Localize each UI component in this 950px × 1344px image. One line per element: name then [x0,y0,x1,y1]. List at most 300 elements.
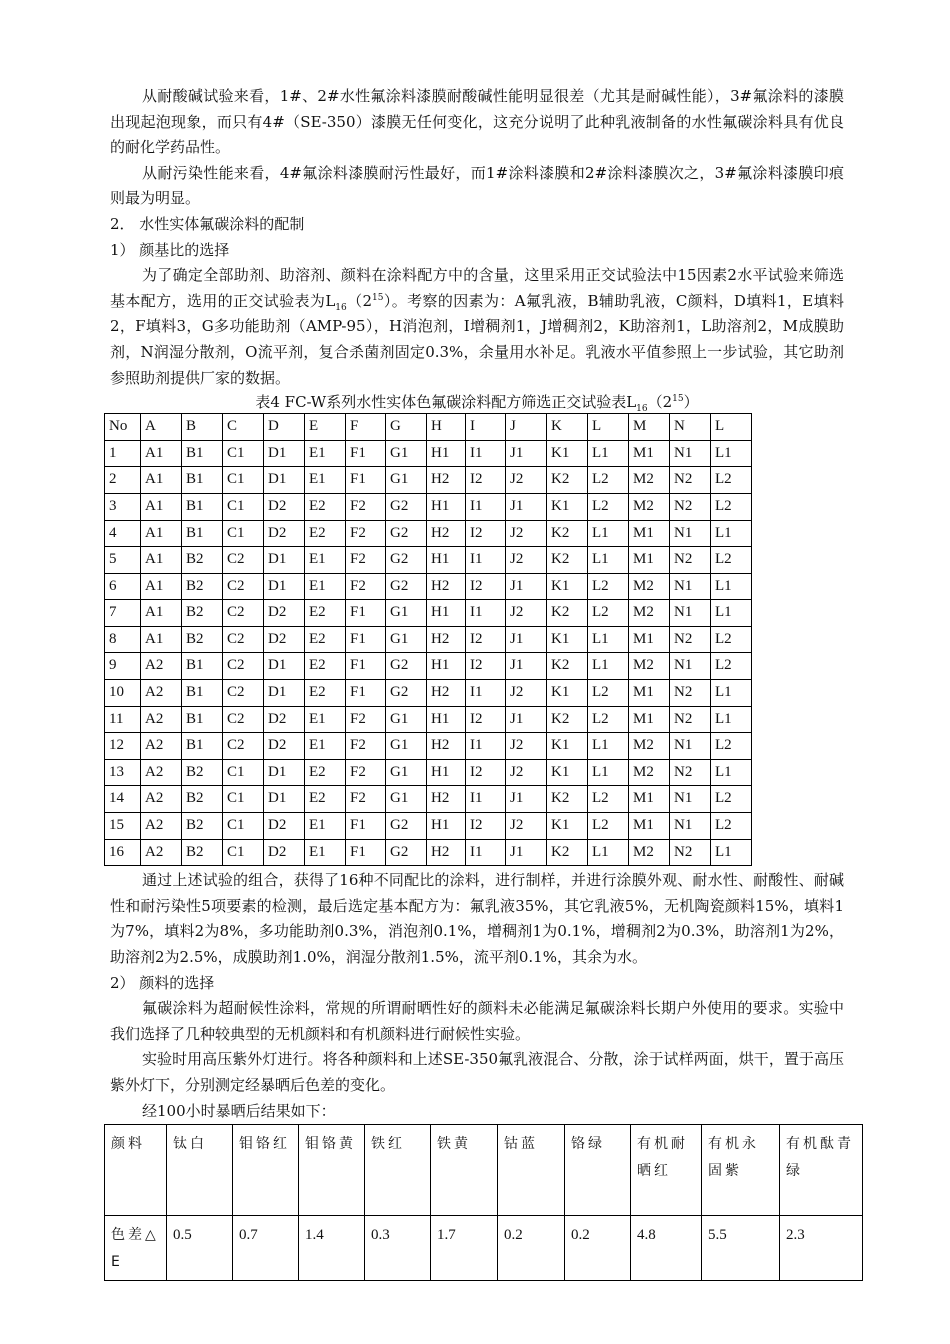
table-cell: L1 [711,680,752,707]
color-difference-value: 0.7 [233,1216,299,1281]
table-cell: 14 [105,786,141,813]
table-cell: F2 [346,493,386,520]
table-cell: A2 [141,733,182,760]
table-cell: E1 [305,813,346,840]
table-cell: C1 [223,440,264,467]
table-header-row [105,414,752,441]
table-header-cell: D [264,414,305,441]
table-cell: I2 [466,706,506,733]
table-cell: J1 [506,706,547,733]
table-cell: I2 [466,573,506,600]
color-difference-value: 1.4 [299,1216,365,1281]
table-row [105,520,752,547]
table-cell: M2 [629,600,670,627]
table-row [105,493,752,520]
table-cell: A2 [141,706,182,733]
table-cell: C1 [223,493,264,520]
table-cell: B1 [182,520,223,547]
table-cell: J1 [506,493,547,520]
table-cell: J2 [506,759,547,786]
table-cell: I1 [466,839,506,866]
table-cell: G2 [386,813,427,840]
table-cell: L1 [711,520,752,547]
table-cell: F2 [346,547,386,574]
paragraph-stain-resistance: 从耐污染性能来看，4#氟涂料漆膜耐污性最好，而1#涂料漆膜和2#涂料漆膜次之，3#氟涂料漆膜印痕则最为明显。 [110,163,844,208]
table-cell: L2 [711,547,752,574]
table-cell: H2 [427,626,466,653]
table-cell: 9 [105,653,141,680]
table-cell: C1 [223,839,264,866]
table-cell: I1 [466,680,506,707]
table-cell: J2 [506,680,547,707]
pigment-name-cell: 钴蓝 [498,1125,565,1216]
table-cell: E1 [305,440,346,467]
table-cell: M2 [629,839,670,866]
table-cell: E1 [305,547,346,574]
table-cell: I1 [466,600,506,627]
table-cell: G2 [386,653,427,680]
paragraph-weatherability: 氟碳涂料为超耐候性涂料，常规的所谓耐晒性好的颜料未必能满足氟碳涂料长期户外使用的要求。实验中我们选择了几种较典型的无机颜料和有机颜料进行耐候性实验。 [110,999,844,1043]
table-cell: N1 [670,440,711,467]
table-cell: B1 [182,493,223,520]
pigment-name-cell: 铬绿 [565,1125,631,1216]
paragraph-uv-test: 实验时用高压紫外灯进行。将各种颜料和上述SE-350氟乳液混合、分散，涂于试样两面，烘干，置于高压紫外灯下，分别测定经暴晒后色差的变化。 [110,1050,844,1094]
table-cell: H1 [427,600,466,627]
table-cell: J2 [506,813,547,840]
table-cell: D1 [264,467,305,494]
table-cell: A1 [141,600,182,627]
pigment-header-row [105,1125,863,1216]
table-cell: C2 [223,626,264,653]
table-cell: L1 [711,573,752,600]
table-cell: F2 [346,573,386,600]
table-row [105,839,752,866]
table-cell: N1 [670,600,711,627]
table-cell: L1 [588,839,629,866]
table-cell: N2 [670,680,711,707]
table-cell: A2 [141,680,182,707]
table-cell: B2 [182,626,223,653]
table-cell: E2 [305,626,346,653]
table-cell: I2 [466,759,506,786]
table-row [105,706,752,733]
table-cell: L2 [711,653,752,680]
table-cell: 5 [105,547,141,574]
pigment-name-cell: 有机酞青绿 [780,1125,863,1216]
table-cell: C2 [223,680,264,707]
table-cell: B1 [182,706,223,733]
table-header-cell: L [588,414,629,441]
table-cell: D1 [264,759,305,786]
table-cell: M1 [629,706,670,733]
table-cell: D2 [264,520,305,547]
table-cell: 15 [105,813,141,840]
table-cell: H2 [427,839,466,866]
table-cell: L2 [711,813,752,840]
table-cell: H1 [427,759,466,786]
table-cell: G2 [386,680,427,707]
table-cell: C1 [223,813,264,840]
color-difference-value: 0.5 [167,1216,233,1281]
table-cell: E2 [305,520,346,547]
table-header-cell: No [105,414,141,441]
table-cell: D1 [264,440,305,467]
table-row [105,680,752,707]
table-cell: H1 [427,813,466,840]
table-cell: F1 [346,467,386,494]
table-cell: E2 [305,786,346,813]
table-header-cell: J [506,414,547,441]
table-cell: I2 [466,626,506,653]
table-cell: K2 [547,520,588,547]
table-cell: D2 [264,706,305,733]
table-cell: K2 [547,547,588,574]
color-difference-value: 2.3 [780,1216,863,1281]
table-cell: K1 [547,733,588,760]
table-header-cell: E [305,414,346,441]
table-cell: E2 [305,653,346,680]
table-cell: K2 [547,600,588,627]
table-cell: J1 [506,786,547,813]
table-cell: L1 [711,839,752,866]
table-cell: C1 [223,786,264,813]
table-cell: I2 [466,520,506,547]
color-difference-value: 0.2 [565,1216,631,1281]
table-cell: L1 [588,626,629,653]
table-cell: A1 [141,547,182,574]
table-cell: J1 [506,626,547,653]
table-cell: G1 [386,626,427,653]
table-row [105,573,752,600]
table-cell: D2 [264,626,305,653]
table-cell: J2 [506,547,547,574]
table-cell: B1 [182,733,223,760]
table-cell: A2 [141,759,182,786]
table-cell: M2 [629,573,670,600]
color-difference-value: 1.7 [431,1216,498,1281]
table-cell: N2 [670,839,711,866]
orthogonal-test-table [104,413,752,866]
table-cell: E1 [305,706,346,733]
table-cell: K1 [547,493,588,520]
table-cell: H2 [427,467,466,494]
table-cell: F1 [346,839,386,866]
pigment-name-cell: 颜料 [105,1125,167,1216]
table-cell: F1 [346,813,386,840]
table-cell: G1 [386,733,427,760]
table-cell: E2 [305,493,346,520]
table-cell: L1 [588,520,629,547]
table-header-cell: N [670,414,711,441]
table-cell: N2 [670,706,711,733]
table-header-cell: L [711,414,752,441]
table-cell: D1 [264,573,305,600]
table-cell: L2 [588,600,629,627]
table-cell: K1 [547,680,588,707]
color-difference-value: 4.8 [631,1216,702,1281]
table-cell: B2 [182,573,223,600]
pigment-name-cell: 铁红 [365,1125,431,1216]
table-cell: C1 [223,759,264,786]
table-cell: K1 [547,759,588,786]
table-cell: A2 [141,839,182,866]
table-cell: I1 [466,493,506,520]
table-cell: A1 [141,440,182,467]
table-cell: F2 [346,706,386,733]
table-cell: G1 [386,759,427,786]
table-row [105,759,752,786]
table-cell: C2 [223,733,264,760]
table-row [105,467,752,494]
table-cell: L1 [588,759,629,786]
table-cell: B1 [182,440,223,467]
paragraph-orthogonal-test: 为了确定全部助剂、助溶剂、颜料在涂料配方中的含量，这里采用正交试验法中15因素2水平试验来筛选基本配方，选用的正交试验表为$L_{16}(2^{15})$。考察的因素为：A氟乳液，B辅助乳液，C颜料，D填料1，E填料2，F填料3，G多功能助剂（AMP-95），H消泡剂，I增稠剂1，J增稠剂2，K助溶剂1，L助溶剂2，M成膜助剂，N润湿分散剂，O流平剂，复合杀菌剂固定0.3%，余量用水补足。乳液水平值参照上一步试验，其它助剂参照助剂提供厂家的数据。 [110,266,845,387]
table-cell: L2 [588,706,629,733]
table-cell: G2 [386,520,427,547]
table-cell: G1 [386,786,427,813]
table-cell: A1 [141,467,182,494]
table-cell: A1 [141,520,182,547]
table-cell: G2 [386,547,427,574]
table-cell: E2 [305,680,346,707]
table-cell: B1 [182,680,223,707]
table-cell: J1 [506,653,547,680]
table-cell: I1 [466,733,506,760]
table-cell: K2 [547,653,588,680]
table-header-cell: A [141,414,182,441]
table-row [105,813,752,840]
table-cell: F1 [346,653,386,680]
table-cell: F2 [346,759,386,786]
table-cell: J1 [506,440,547,467]
table-cell: L2 [588,573,629,600]
table-cell: M2 [629,467,670,494]
table-cell: H1 [427,653,466,680]
color-difference-value: 5.5 [702,1216,780,1281]
color-difference-label: 色差△E [105,1216,167,1281]
table-cell: 4 [105,520,141,547]
table-cell: D1 [264,547,305,574]
table-cell: D1 [264,786,305,813]
table-cell: M1 [629,520,670,547]
table-cell: G2 [386,839,427,866]
table-cell: K2 [547,839,588,866]
table-cell: I2 [466,653,506,680]
table-cell: L1 [711,759,752,786]
table-cell: N2 [670,493,711,520]
section-heading: 2． 水性实体氟碳涂料的配制 [110,214,305,233]
table-cell: K1 [547,626,588,653]
table-cell: H1 [427,706,466,733]
table-cell: J1 [506,839,547,866]
table-cell: M1 [629,786,670,813]
table-cell: K2 [547,786,588,813]
table-cell: 8 [105,626,141,653]
table-cell: H2 [427,573,466,600]
table-cell: H2 [427,520,466,547]
table-cell: L2 [711,467,752,494]
table-row [105,626,752,653]
table-cell: H1 [427,493,466,520]
table-cell: E1 [305,733,346,760]
table-cell: 6 [105,573,141,600]
table-header-cell: C [223,414,264,441]
table-cell: 2 [105,467,141,494]
table-cell: F1 [346,440,386,467]
table-cell: L2 [588,786,629,813]
subsection-heading-pigment-selection: 2） 颜料的选择 [110,973,215,992]
table-header-cell: H [427,414,466,441]
table-cell: J2 [506,733,547,760]
table-cell: L2 [711,733,752,760]
table-header-cell: K [547,414,588,441]
table-header-cell: B [182,414,223,441]
table-cell: 12 [105,733,141,760]
table-cell: D2 [264,600,305,627]
table-cell: 1 [105,440,141,467]
table-cell: E2 [305,759,346,786]
pigment-name-cell: 钼铬红 [233,1125,299,1216]
table-cell: A1 [141,626,182,653]
pigment-name-cell: 钛白 [167,1125,233,1216]
table-header-cell: G [386,414,427,441]
paragraph-basic-formula: 通过上述试验的组合，获得了16种不同配比的涂料，进行制样，并进行涂膜外观、耐水性、耐酸性、耐碱性和耐污染性5项要素的检测，最后选定基本配方为：氟乳液35%，其它乳液5%，无机陶瓷颜料15%，填料1为7%，填料2为8%，多功能助剂0.3%，消泡剂0.1%，增稠剂1为0.1%，增稠剂2为0.3%，助溶剂1为2%，助溶剂2为2.5%，成膜助剂1.0%，润湿分散剂1.5%，流平剂0.1%，其余为水。 [110,871,844,966]
table-cell: L1 [588,653,629,680]
table-row [105,547,752,574]
table-header-cell: F [346,414,386,441]
table-cell: G1 [386,706,427,733]
table-cell: H2 [427,680,466,707]
table-cell: L2 [588,493,629,520]
table-cell: E1 [305,573,346,600]
table-cell: D2 [264,733,305,760]
table-cell: D2 [264,813,305,840]
table-cell: N2 [670,626,711,653]
table-cell: G1 [386,467,427,494]
table-cell: D1 [264,653,305,680]
table-cell: M1 [629,547,670,574]
table-cell: L1 [588,733,629,760]
table-cell: C2 [223,573,264,600]
table-cell: C2 [223,706,264,733]
table-cell: H1 [427,440,466,467]
table-cell: L2 [711,626,752,653]
table-cell: A2 [141,653,182,680]
table-cell: F1 [346,626,386,653]
table-cell: N2 [670,547,711,574]
table-cell: M2 [629,493,670,520]
table-cell: L1 [711,706,752,733]
table-cell: G1 [386,440,427,467]
table-cell: L2 [588,467,629,494]
table-cell: B2 [182,759,223,786]
table4-caption: 表4 FC-W系列水性实体色氟碳涂料配方筛选正交试验表$L_{16}(2^{15})$ [255,393,699,415]
table-cell: M1 [629,626,670,653]
table-cell: J2 [506,467,547,494]
table-cell: F1 [346,600,386,627]
table-cell: N2 [670,467,711,494]
table-cell: 11 [105,706,141,733]
pigment-name-cell: 有机耐晒红 [631,1125,702,1216]
table-cell: A2 [141,813,182,840]
table-cell: G2 [386,573,427,600]
table-cell: D1 [264,680,305,707]
table-cell: M1 [629,680,670,707]
paragraph-result-intro: 经100小时暴晒后结果如下： [142,1101,336,1120]
table-cell: 13 [105,759,141,786]
table-cell: L2 [588,680,629,707]
table-cell: L1 [711,600,752,627]
pigment-name-cell: 铁黄 [431,1125,498,1216]
pigment-name-cell: 钼铬黄 [299,1125,365,1216]
pigment-color-difference-table [104,1124,863,1281]
table-cell: H2 [427,786,466,813]
table-cell: A1 [141,493,182,520]
table-cell: 3 [105,493,141,520]
table-cell: K1 [547,813,588,840]
table-cell: D2 [264,839,305,866]
table-cell: B2 [182,786,223,813]
table-cell: B2 [182,839,223,866]
document-page [109,84,854,1281]
table-cell: L2 [711,493,752,520]
table-cell: F2 [346,520,386,547]
table-cell: J2 [506,520,547,547]
table-cell: L1 [588,547,629,574]
color-difference-value: 0.2 [498,1216,565,1281]
table-cell: L2 [711,786,752,813]
table-cell: E1 [305,467,346,494]
table-cell: G2 [386,493,427,520]
table-cell: M2 [629,653,670,680]
table-cell: B1 [182,653,223,680]
table-cell: B2 [182,600,223,627]
table-cell: 10 [105,680,141,707]
table-cell: B1 [182,467,223,494]
table-cell: M2 [629,733,670,760]
table-cell: E1 [305,839,346,866]
table-cell: G1 [386,600,427,627]
table-cell: I1 [466,786,506,813]
table-cell: K2 [547,467,588,494]
table-cell: L1 [711,440,752,467]
table-cell: I1 [466,440,506,467]
table-row [105,786,752,813]
table-cell: B2 [182,813,223,840]
table-cell: C2 [223,600,264,627]
table-cell: N1 [670,786,711,813]
table-cell: 16 [105,839,141,866]
table-header-cell: I [466,414,506,441]
table-cell: I1 [466,547,506,574]
table-row [105,733,752,760]
subsection-heading-pigment-ratio: 1） 颜基比的选择 [110,240,230,259]
table-row [105,600,752,627]
table-cell: K1 [547,573,588,600]
table-cell: 7 [105,600,141,627]
table-cell: L1 [588,440,629,467]
table-cell: N1 [670,813,711,840]
table-cell: I2 [466,467,506,494]
table-cell: C2 [223,547,264,574]
color-difference-value: 0.3 [365,1216,431,1281]
pigment-value-row [105,1216,863,1281]
table-cell: F2 [346,733,386,760]
table-cell: A1 [141,573,182,600]
table-cell: J2 [506,600,547,627]
table-cell: C1 [223,467,264,494]
table-cell: K2 [547,706,588,733]
